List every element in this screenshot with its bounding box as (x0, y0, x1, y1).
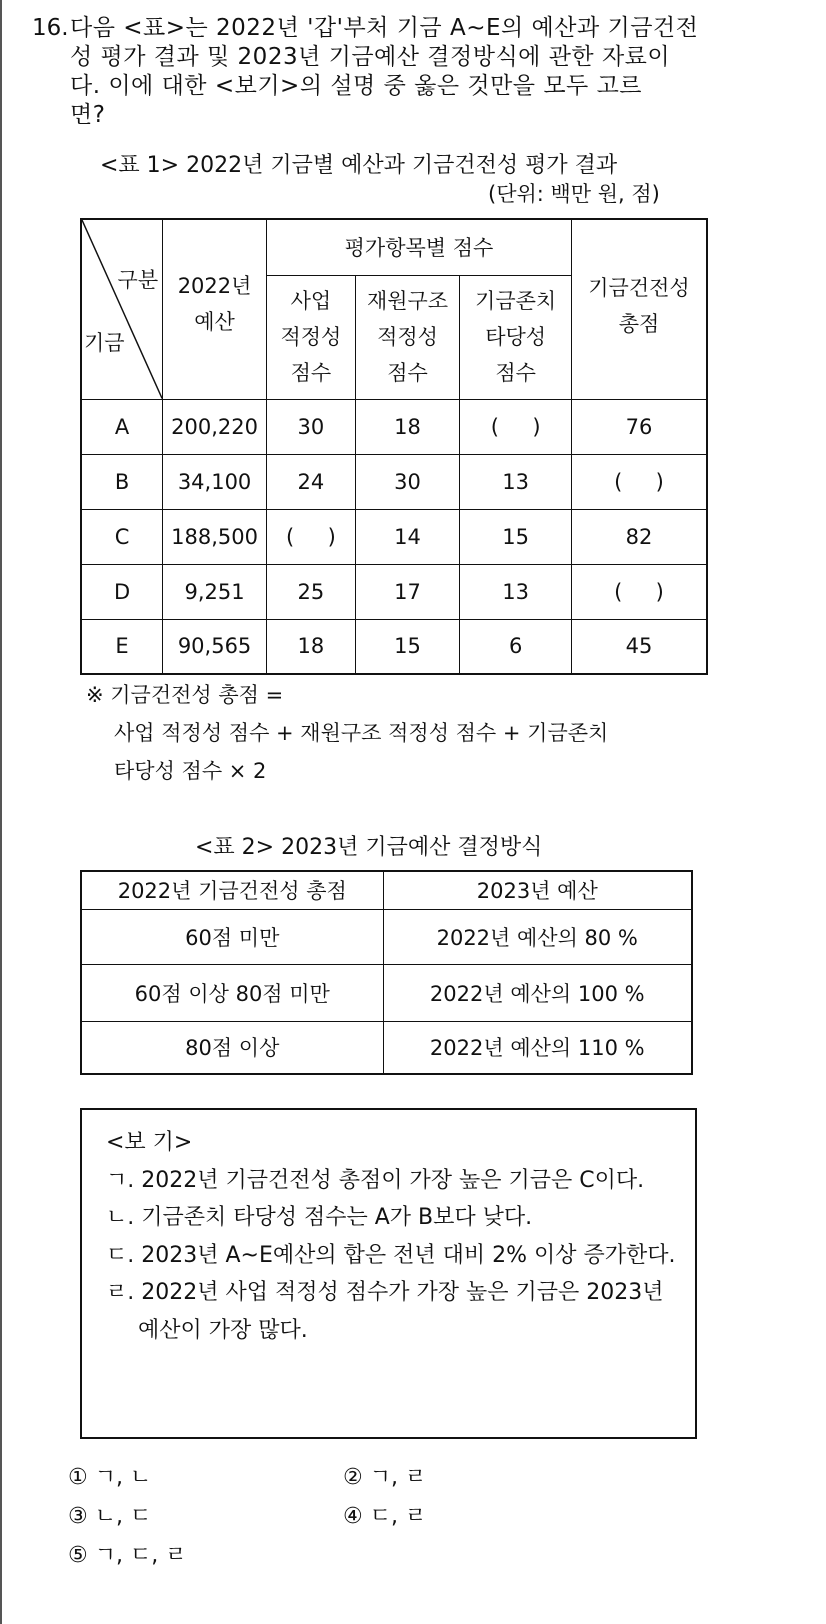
cell-s3: 13 (460, 454, 572, 509)
budget-evaluation-table (80, 218, 708, 675)
cell-s2: 17 (355, 564, 460, 619)
rule-budget: 2022년 예산의 100 % (383, 964, 692, 1021)
question-line: 다음 <표>는 2022년 '갑'부처 기금 A~E의 예산과 기금건전 (70, 15, 699, 41)
cell-fund: A (81, 399, 163, 454)
total-header: 기금건전성 총점 (571, 219, 707, 399)
corner-bottom-label: 기금 (84, 330, 125, 355)
note-line: 사업 적정성 점수 + 재원구조 적정성 점수 + 기금존치 (114, 721, 609, 745)
group-header: 평가항목별 점수 (267, 219, 572, 275)
cell-s2: 15 (355, 619, 460, 674)
cell-s3: ( ) (460, 399, 572, 454)
cell-s3: 6 (460, 619, 572, 674)
bogi-item: ㄱ. 2022년 기금건전성 총점이 가장 높은 기금은 C이다. (106, 1167, 645, 1193)
option-5[interactable]: ⑤ ㄱ, ㄷ, ㄹ (68, 1543, 187, 1568)
cell-budget: 34,100 (163, 454, 267, 509)
cell-s3: 15 (460, 509, 572, 564)
sub-header-business: 사업 적정성 점수 (267, 275, 356, 399)
question (32, 14, 752, 130)
cell-fund: D (81, 564, 163, 619)
question-line: 다. 이에 대한 <보기>의 설명 중 옳은 것만을 모두 고르 (70, 73, 643, 99)
cell-total: 76 (571, 399, 707, 454)
table-row (81, 619, 707, 674)
table1-unit: (단위: 백만 원, 점) (488, 182, 660, 206)
sub-header-finance: 재원구조 적정성 점수 (355, 275, 460, 399)
cell-budget: 200,220 (163, 399, 267, 454)
bogi-title: <보 기> (106, 1130, 193, 1155)
bogi-item: ㄹ. 2022년 사업 적정성 점수가 가장 높은 기금은 2023년 예산이 가장 많다. (106, 1280, 664, 1343)
cell-total: ( ) (571, 564, 707, 619)
corner-header (81, 219, 163, 399)
table-row (81, 454, 707, 509)
cell-s1: ( ) (267, 509, 356, 564)
question-line: 면? (70, 102, 106, 128)
cell-fund: E (81, 619, 163, 674)
rule-budget: 2022년 예산의 110 % (383, 1021, 692, 1074)
cell-s1: 25 (267, 564, 356, 619)
cell-s1: 24 (267, 454, 356, 509)
cell-budget: 188,500 (163, 509, 267, 564)
cell-fund: C (81, 509, 163, 564)
question-number: 16. (32, 15, 69, 41)
table1-title: <표 1> 2022년 기금별 예산과 기금건전성 평가 결과 (100, 153, 618, 178)
corner-top-label: 구분 (117, 268, 159, 292)
table2-title: <표 2> 2023년 기금예산 결정방식 (195, 835, 543, 860)
page-border (0, 0, 2, 1624)
table1-note (86, 676, 608, 790)
option-1[interactable]: ① ㄱ, ㄴ (68, 1465, 152, 1490)
table-row (81, 399, 707, 454)
rule-score: 80점 이상 (81, 1021, 383, 1074)
cell-budget: 9,251 (163, 564, 267, 619)
cell-fund: B (81, 454, 163, 509)
cell-total: ( ) (571, 454, 707, 509)
rule-budget: 2022년 예산의 80 % (383, 909, 692, 964)
budget-rule-table (80, 870, 693, 1075)
option-2[interactable]: ② ㄱ, ㄹ (343, 1465, 427, 1490)
question-line: 성 평가 결과 및 2023년 기금예산 결정방식에 관한 자료이 (70, 44, 671, 70)
cell-total: 82 (571, 509, 707, 564)
cell-s1: 30 (267, 399, 356, 454)
bogi-box (80, 1108, 697, 1439)
bogi-item: ㄷ. 2023년 A~E예산의 합은 전년 대비 2% 이상 증가한다. (106, 1242, 676, 1268)
rule-score: 60점 미만 (81, 909, 383, 964)
note-line: 타당성 점수 × 2 (114, 759, 267, 783)
option-4[interactable]: ④ ㄷ, ㄹ (343, 1504, 427, 1529)
table-row (81, 509, 707, 564)
cell-s1: 18 (267, 619, 356, 674)
note-line: ※ 기금건전성 총점 = (86, 683, 284, 707)
cell-budget: 90,565 (163, 619, 267, 674)
table-row (81, 564, 707, 619)
cell-s2: 18 (355, 399, 460, 454)
cell-s3: 13 (460, 564, 572, 619)
cell-total: 45 (571, 619, 707, 674)
header-budget: 2023년 예산 (383, 871, 692, 909)
rule-score: 60점 이상 80점 미만 (81, 964, 383, 1021)
cell-s2: 14 (355, 509, 460, 564)
bogi-item: ㄴ. 기금존치 타당성 점수는 A가 B보다 낮다. (106, 1205, 533, 1230)
budget-header: 2022년 예산 (163, 219, 267, 399)
cell-s2: 30 (355, 454, 460, 509)
header-score: 2022년 기금건전성 총점 (81, 871, 383, 909)
sub-header-existence: 기금존치 타당성 점수 (460, 275, 572, 399)
option-3[interactable]: ③ ㄴ, ㄷ (68, 1504, 152, 1529)
